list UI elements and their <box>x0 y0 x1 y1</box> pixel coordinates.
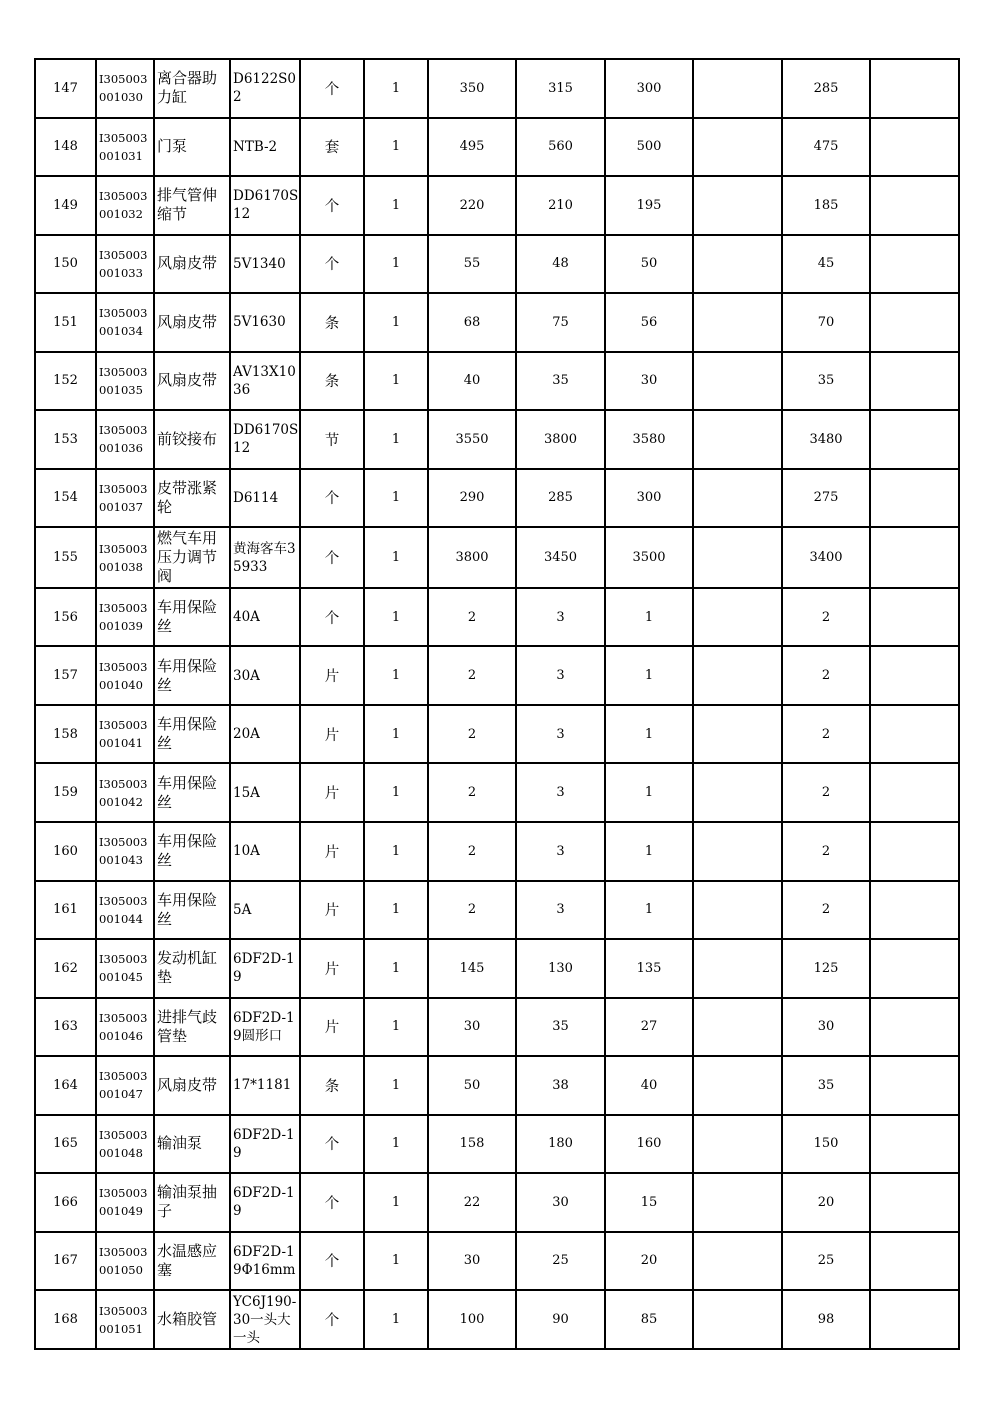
cell-item-name: 车用保险丝 <box>154 822 230 881</box>
cell-price-2: 35 <box>516 998 605 1057</box>
cell-price-4 <box>693 763 782 822</box>
cell-spec: 30A <box>230 646 300 705</box>
cell-row-number: 155 <box>35 527 96 588</box>
cell-quantity: 1 <box>364 998 428 1057</box>
cell-price-4 <box>693 469 782 528</box>
cell-price-1: 290 <box>428 469 516 528</box>
cell-item-code: I305003001042 <box>96 763 154 822</box>
cell-price-1: 68 <box>428 293 516 352</box>
cell-price-4 <box>693 527 782 588</box>
cell-price-4 <box>693 1056 782 1115</box>
cell-price-2: 3 <box>516 822 605 881</box>
cell-quantity: 1 <box>364 527 428 588</box>
cell-item-code: I305003001032 <box>96 176 154 235</box>
cell-unit: 节 <box>300 410 364 469</box>
cell-item-code: I305003001048 <box>96 1115 154 1174</box>
cell-price-1: 2 <box>428 646 516 705</box>
cell-row-number: 147 <box>35 59 96 118</box>
cell-price-2: 3450 <box>516 527 605 588</box>
cell-price-2: 3 <box>516 705 605 764</box>
cell-price-6 <box>870 527 959 588</box>
cell-spec: NTB-2 <box>230 118 300 177</box>
cell-price-3: 3580 <box>605 410 693 469</box>
cell-price-5: 25 <box>782 1232 870 1291</box>
cell-unit: 片 <box>300 881 364 940</box>
cell-price-6 <box>870 176 959 235</box>
cell-spec: 5V1340 <box>230 235 300 294</box>
table-body <box>35 59 959 1349</box>
cell-item-code: I305003001037 <box>96 469 154 528</box>
cell-unit: 个 <box>300 235 364 294</box>
cell-unit: 条 <box>300 1056 364 1115</box>
cell-price-4 <box>693 176 782 235</box>
cell-quantity: 1 <box>364 410 428 469</box>
table-row <box>35 352 959 411</box>
cell-spec: 6DF2D-19 <box>230 1173 300 1232</box>
cell-price-6 <box>870 410 959 469</box>
cell-item-name: 输油泵抽子 <box>154 1173 230 1232</box>
cell-row-number: 149 <box>35 176 96 235</box>
cell-item-code: I305003001033 <box>96 235 154 294</box>
cell-price-2: 210 <box>516 176 605 235</box>
cell-price-2: 3 <box>516 646 605 705</box>
cell-item-name: 水箱胶管 <box>154 1290 230 1349</box>
cell-price-2: 90 <box>516 1290 605 1349</box>
table-row <box>35 763 959 822</box>
cell-item-name: 风扇皮带 <box>154 352 230 411</box>
cell-unit: 个 <box>300 1290 364 1349</box>
cell-price-5: 2 <box>782 822 870 881</box>
cell-unit: 个 <box>300 527 364 588</box>
cell-price-2: 285 <box>516 469 605 528</box>
cell-item-code: I305003001040 <box>96 646 154 705</box>
cell-price-4 <box>693 1232 782 1291</box>
cell-price-6 <box>870 822 959 881</box>
cell-item-name: 皮带涨紧轮 <box>154 469 230 528</box>
cell-price-3: 20 <box>605 1232 693 1291</box>
cell-quantity: 1 <box>364 1173 428 1232</box>
cell-row-number: 165 <box>35 1115 96 1174</box>
cell-price-2: 560 <box>516 118 605 177</box>
cell-quantity: 1 <box>364 1115 428 1174</box>
table-row <box>35 469 959 528</box>
cell-row-number: 148 <box>35 118 96 177</box>
cell-price-6 <box>870 118 959 177</box>
cell-price-3: 300 <box>605 469 693 528</box>
cell-price-5: 275 <box>782 469 870 528</box>
cell-price-3: 1 <box>605 881 693 940</box>
cell-row-number: 153 <box>35 410 96 469</box>
cell-spec: 20A <box>230 705 300 764</box>
cell-item-name: 车用保险丝 <box>154 646 230 705</box>
cell-row-number: 164 <box>35 1056 96 1115</box>
cell-row-number: 160 <box>35 822 96 881</box>
cell-row-number: 162 <box>35 939 96 998</box>
cell-spec: 5V1630 <box>230 293 300 352</box>
cell-price-4 <box>693 998 782 1057</box>
table-row <box>35 705 959 764</box>
cell-price-2: 3 <box>516 588 605 647</box>
cell-price-4 <box>693 822 782 881</box>
cell-item-name: 风扇皮带 <box>154 293 230 352</box>
cell-unit: 片 <box>300 939 364 998</box>
cell-unit: 片 <box>300 646 364 705</box>
cell-item-code: I305003001036 <box>96 410 154 469</box>
cell-price-3: 1 <box>605 646 693 705</box>
table-row <box>35 646 959 705</box>
cell-price-6 <box>870 1115 959 1174</box>
cell-quantity: 1 <box>364 705 428 764</box>
cell-unit: 个 <box>300 469 364 528</box>
cell-price-4 <box>693 1115 782 1174</box>
cell-price-6 <box>870 763 959 822</box>
cell-row-number: 150 <box>35 235 96 294</box>
cell-quantity: 1 <box>364 352 428 411</box>
cell-price-4 <box>693 705 782 764</box>
cell-price-1: 30 <box>428 1232 516 1291</box>
cell-price-4 <box>693 59 782 118</box>
cell-price-6 <box>870 235 959 294</box>
cell-item-code: I305003001035 <box>96 352 154 411</box>
cell-price-5: 70 <box>782 293 870 352</box>
cell-price-5: 185 <box>782 176 870 235</box>
cell-price-1: 2 <box>428 822 516 881</box>
parts-price-table <box>34 58 960 1350</box>
cell-price-5: 35 <box>782 352 870 411</box>
cell-unit: 条 <box>300 352 364 411</box>
cell-unit: 个 <box>300 1232 364 1291</box>
cell-price-6 <box>870 59 959 118</box>
table-row <box>35 176 959 235</box>
cell-price-4 <box>693 118 782 177</box>
cell-price-1: 3550 <box>428 410 516 469</box>
cell-price-4 <box>693 410 782 469</box>
cell-price-6 <box>870 1173 959 1232</box>
cell-price-6 <box>870 1056 959 1115</box>
cell-price-1: 158 <box>428 1115 516 1174</box>
table-row <box>35 939 959 998</box>
cell-price-3: 30 <box>605 352 693 411</box>
cell-item-name: 风扇皮带 <box>154 1056 230 1115</box>
cell-row-number: 161 <box>35 881 96 940</box>
cell-quantity: 1 <box>364 59 428 118</box>
cell-price-6 <box>870 469 959 528</box>
cell-price-1: 350 <box>428 59 516 118</box>
cell-row-number: 154 <box>35 469 96 528</box>
cell-price-2: 30 <box>516 1173 605 1232</box>
table-row <box>35 410 959 469</box>
cell-item-code: I305003001046 <box>96 998 154 1057</box>
cell-quantity: 1 <box>364 763 428 822</box>
cell-price-2: 3 <box>516 763 605 822</box>
cell-unit: 条 <box>300 293 364 352</box>
cell-item-code: I305003001050 <box>96 1232 154 1291</box>
cell-item-name: 发动机缸垫 <box>154 939 230 998</box>
cell-quantity: 1 <box>364 939 428 998</box>
cell-price-3: 1 <box>605 705 693 764</box>
cell-unit: 个 <box>300 1115 364 1174</box>
cell-item-code: I305003001043 <box>96 822 154 881</box>
table-row <box>35 293 959 352</box>
cell-price-3: 160 <box>605 1115 693 1174</box>
table-row <box>35 588 959 647</box>
cell-item-name: 前铰接布 <box>154 410 230 469</box>
cell-item-name: 排气管伸缩节 <box>154 176 230 235</box>
cell-price-2: 3 <box>516 881 605 940</box>
table-row <box>35 1115 959 1174</box>
cell-spec: D6114 <box>230 469 300 528</box>
cell-item-code: I305003001031 <box>96 118 154 177</box>
cell-price-2: 180 <box>516 1115 605 1174</box>
cell-price-2: 38 <box>516 1056 605 1115</box>
cell-price-3: 15 <box>605 1173 693 1232</box>
cell-item-code: I305003001039 <box>96 588 154 647</box>
cell-price-6 <box>870 1232 959 1291</box>
cell-price-4 <box>693 881 782 940</box>
cell-quantity: 1 <box>364 588 428 647</box>
cell-price-1: 55 <box>428 235 516 294</box>
cell-price-5: 3400 <box>782 527 870 588</box>
cell-quantity: 1 <box>364 1056 428 1115</box>
table-row <box>35 998 959 1057</box>
cell-quantity: 1 <box>364 118 428 177</box>
cell-spec: 6DF2D-19圆形口 <box>230 998 300 1057</box>
cell-item-code: I305003001045 <box>96 939 154 998</box>
cell-price-4 <box>693 1173 782 1232</box>
cell-unit: 片 <box>300 998 364 1057</box>
cell-item-code: I305003001038 <box>96 527 154 588</box>
cell-spec: 17*1181 <box>230 1056 300 1115</box>
cell-item-name: 车用保险丝 <box>154 588 230 647</box>
cell-spec: 6DF2D-19 <box>230 939 300 998</box>
cell-spec: YC6J190-30一头大一头 <box>230 1290 300 1349</box>
cell-price-5: 35 <box>782 1056 870 1115</box>
cell-price-4 <box>693 293 782 352</box>
cell-item-name: 水温感应塞 <box>154 1232 230 1291</box>
cell-quantity: 1 <box>364 1232 428 1291</box>
cell-price-1: 30 <box>428 998 516 1057</box>
cell-price-3: 195 <box>605 176 693 235</box>
table-row <box>35 59 959 118</box>
cell-price-5: 2 <box>782 763 870 822</box>
cell-item-code: I305003001030 <box>96 59 154 118</box>
table-row <box>35 881 959 940</box>
cell-item-name: 燃气车用压力调节阀 <box>154 527 230 588</box>
cell-quantity: 1 <box>364 822 428 881</box>
cell-price-1: 50 <box>428 1056 516 1115</box>
cell-price-1: 495 <box>428 118 516 177</box>
cell-row-number: 166 <box>35 1173 96 1232</box>
cell-unit: 个 <box>300 59 364 118</box>
cell-quantity: 1 <box>364 1290 428 1349</box>
cell-price-1: 145 <box>428 939 516 998</box>
cell-price-1: 2 <box>428 881 516 940</box>
cell-price-3: 3500 <box>605 527 693 588</box>
cell-unit: 个 <box>300 588 364 647</box>
cell-price-5: 2 <box>782 588 870 647</box>
cell-item-name: 输油泵 <box>154 1115 230 1174</box>
cell-price-4 <box>693 352 782 411</box>
table-row <box>35 1056 959 1115</box>
cell-price-1: 100 <box>428 1290 516 1349</box>
cell-item-name: 车用保险丝 <box>154 705 230 764</box>
cell-price-2: 130 <box>516 939 605 998</box>
cell-price-6 <box>870 293 959 352</box>
cell-price-4 <box>693 588 782 647</box>
cell-price-1: 40 <box>428 352 516 411</box>
cell-price-1: 22 <box>428 1173 516 1232</box>
cell-price-4 <box>693 939 782 998</box>
cell-price-5: 2 <box>782 646 870 705</box>
cell-quantity: 1 <box>364 176 428 235</box>
cell-item-code: I305003001047 <box>96 1056 154 1115</box>
cell-item-code: I305003001049 <box>96 1173 154 1232</box>
cell-quantity: 1 <box>364 293 428 352</box>
cell-spec: D6122S02 <box>230 59 300 118</box>
cell-price-6 <box>870 646 959 705</box>
cell-price-1: 220 <box>428 176 516 235</box>
cell-row-number: 156 <box>35 588 96 647</box>
cell-item-code: I305003001051 <box>96 1290 154 1349</box>
cell-price-3: 50 <box>605 235 693 294</box>
cell-spec: DD6170S12 <box>230 410 300 469</box>
cell-spec: 5A <box>230 881 300 940</box>
cell-price-2: 35 <box>516 352 605 411</box>
table-row <box>35 1173 959 1232</box>
cell-quantity: 1 <box>364 469 428 528</box>
cell-price-6 <box>870 705 959 764</box>
cell-spec: DD6170S12 <box>230 176 300 235</box>
cell-spec: 15A <box>230 763 300 822</box>
cell-price-2: 3800 <box>516 410 605 469</box>
cell-unit: 片 <box>300 822 364 881</box>
cell-price-1: 2 <box>428 705 516 764</box>
cell-row-number: 151 <box>35 293 96 352</box>
cell-price-2: 75 <box>516 293 605 352</box>
table-row <box>35 235 959 294</box>
cell-spec: 6DF2D-19 <box>230 1115 300 1174</box>
cell-price-4 <box>693 235 782 294</box>
cell-price-3: 27 <box>605 998 693 1057</box>
cell-unit: 个 <box>300 176 364 235</box>
cell-price-5: 30 <box>782 998 870 1057</box>
cell-quantity: 1 <box>364 235 428 294</box>
table-row <box>35 527 959 588</box>
cell-price-1: 2 <box>428 588 516 647</box>
cell-price-3: 1 <box>605 763 693 822</box>
cell-price-5: 150 <box>782 1115 870 1174</box>
table-row <box>35 118 959 177</box>
cell-price-5: 98 <box>782 1290 870 1349</box>
cell-item-code: I305003001044 <box>96 881 154 940</box>
cell-unit: 个 <box>300 1173 364 1232</box>
cell-item-name: 风扇皮带 <box>154 235 230 294</box>
cell-price-5: 2 <box>782 705 870 764</box>
cell-item-code: I305003001034 <box>96 293 154 352</box>
cell-price-5: 2 <box>782 881 870 940</box>
cell-price-1: 3800 <box>428 527 516 588</box>
cell-price-5: 285 <box>782 59 870 118</box>
cell-price-6 <box>870 1290 959 1349</box>
cell-price-3: 40 <box>605 1056 693 1115</box>
cell-row-number: 157 <box>35 646 96 705</box>
cell-price-6 <box>870 939 959 998</box>
cell-price-3: 135 <box>605 939 693 998</box>
cell-price-3: 85 <box>605 1290 693 1349</box>
cell-item-name: 进排气歧管垫 <box>154 998 230 1057</box>
cell-row-number: 163 <box>35 998 96 1057</box>
cell-unit: 片 <box>300 763 364 822</box>
cell-price-3: 56 <box>605 293 693 352</box>
cell-price-6 <box>870 352 959 411</box>
cell-item-name: 车用保险丝 <box>154 881 230 940</box>
cell-price-3: 500 <box>605 118 693 177</box>
cell-row-number: 167 <box>35 1232 96 1291</box>
cell-price-6 <box>870 588 959 647</box>
cell-price-5: 45 <box>782 235 870 294</box>
cell-price-2: 25 <box>516 1232 605 1291</box>
cell-spec: AV13X1036 <box>230 352 300 411</box>
cell-spec: 40A <box>230 588 300 647</box>
cell-row-number: 168 <box>35 1290 96 1349</box>
cell-price-4 <box>693 646 782 705</box>
cell-price-5: 3480 <box>782 410 870 469</box>
cell-price-5: 475 <box>782 118 870 177</box>
cell-item-name: 门泵 <box>154 118 230 177</box>
cell-unit: 片 <box>300 705 364 764</box>
cell-spec: 6DF2D-19Φ16mm <box>230 1232 300 1291</box>
cell-price-4 <box>693 1290 782 1349</box>
cell-price-5: 125 <box>782 939 870 998</box>
cell-spec: 黄海客车35933 <box>230 527 300 588</box>
cell-row-number: 152 <box>35 352 96 411</box>
cell-item-name: 离合器助力缸 <box>154 59 230 118</box>
cell-price-6 <box>870 998 959 1057</box>
cell-item-code: I305003001041 <box>96 705 154 764</box>
cell-price-1: 2 <box>428 763 516 822</box>
cell-price-3: 300 <box>605 59 693 118</box>
cell-price-2: 48 <box>516 235 605 294</box>
table-row <box>35 822 959 881</box>
cell-price-3: 1 <box>605 822 693 881</box>
cell-quantity: 1 <box>364 881 428 940</box>
cell-price-2: 315 <box>516 59 605 118</box>
cell-price-5: 20 <box>782 1173 870 1232</box>
cell-item-name: 车用保险丝 <box>154 763 230 822</box>
cell-price-3: 1 <box>605 588 693 647</box>
cell-row-number: 158 <box>35 705 96 764</box>
cell-quantity: 1 <box>364 646 428 705</box>
cell-unit: 套 <box>300 118 364 177</box>
cell-price-6 <box>870 881 959 940</box>
table-row <box>35 1290 959 1349</box>
cell-spec: 10A <box>230 822 300 881</box>
table-row <box>35 1232 959 1291</box>
cell-row-number: 159 <box>35 763 96 822</box>
